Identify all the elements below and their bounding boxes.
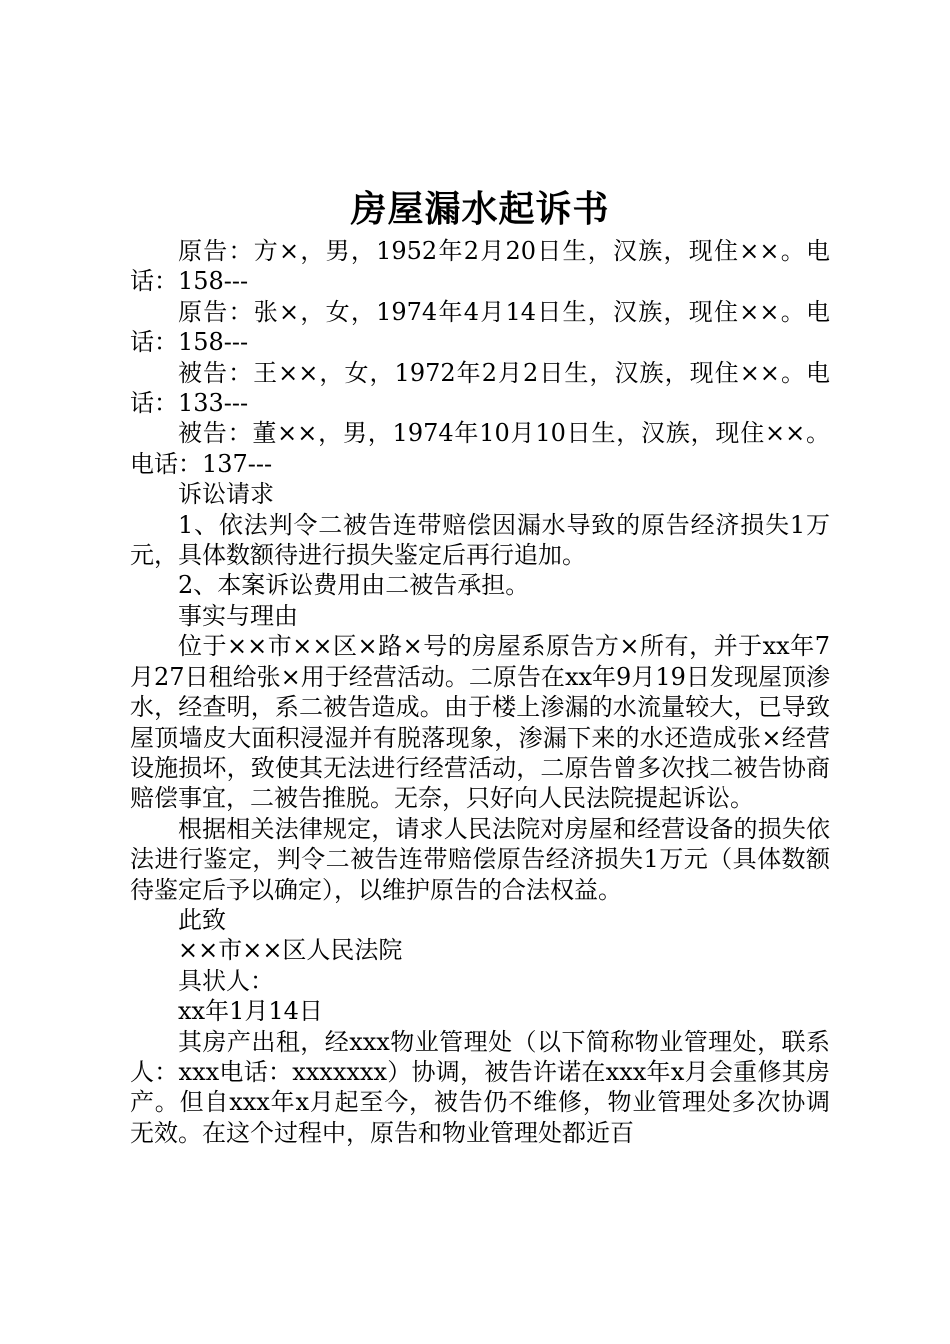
document-title: 房屋漏水起诉书: [350, 188, 610, 230]
facts-paragraph: 位于××市××区×路×号的房屋系原告方×所有，并于xx年7月27日租给张×用于经营活动。二原告在xx年9月19日发现屋顶渗水，经查明，系二被告造成。由于楼上渗漏的水流量较大，已导致屋顶墙皮大面积浸湿并有脱落现象，渗漏下来的水还造成张×经营设施损坏，致使其无法进行经营活动，二原告曾多次找二被告协商赔偿事宜，二被告推脱。无奈，只好向人民法院提起诉讼。: [130, 632, 830, 813]
document-body: [130, 236, 830, 1148]
continuation-paragraph: 其房产出租，经xxx物业管理处（以下简称物业管理处，联系人：xxx电话：xxxxxxx）协调，被告许诺在xxx年x月会重修其房产。但自xxx年x月起至今，被告仍不维修，物业管理处多次协调无效。在这个过程中，原告和物业管理处都近百: [130, 1027, 830, 1147]
court-name-line: ××市××区人民法院: [178, 936, 403, 965]
defendant-2-paragraph: 被告：董××，男，1974年10月10日生，汉族，现住××。电话：137---: [130, 419, 830, 478]
plaintiff-2-paragraph: 原告：张×，女，1974年4月14日生，汉族，现住××。电话：158---: [130, 297, 830, 357]
defendant-1-paragraph: 被告：王××，女，1972年2月2日生，汉族，现住××。电话：133---: [130, 358, 830, 418]
claim-1-paragraph: 1、依法判令二被告连带赔偿因漏水导致的原告经济损失1万元，具体数额待进行损失鉴定后再行追加。: [130, 510, 830, 570]
facts-heading: 事实与理由: [178, 601, 298, 630]
claims-heading: 诉讼请求: [178, 480, 274, 509]
claim-2-paragraph: 2、本案诉讼费用由二被告承担。: [178, 571, 530, 600]
date-line: xx年1月14日: [178, 997, 323, 1026]
legal-basis-paragraph: 根据相关法律规定，请求人民法院对房屋和经营设备的损失依法进行鉴定，判令二被告连带赔偿原告经济损失1万元（具体数额待鉴定后予以确定），以维护原告的合法权益。: [130, 814, 830, 904]
plaintiff-1-paragraph: 原告：方×，男，1952年2月20日生，汉族，现住××。电话：158---: [130, 237, 830, 296]
signer-line: 具状人：: [178, 966, 274, 995]
salutation-line: 此致: [178, 905, 226, 934]
